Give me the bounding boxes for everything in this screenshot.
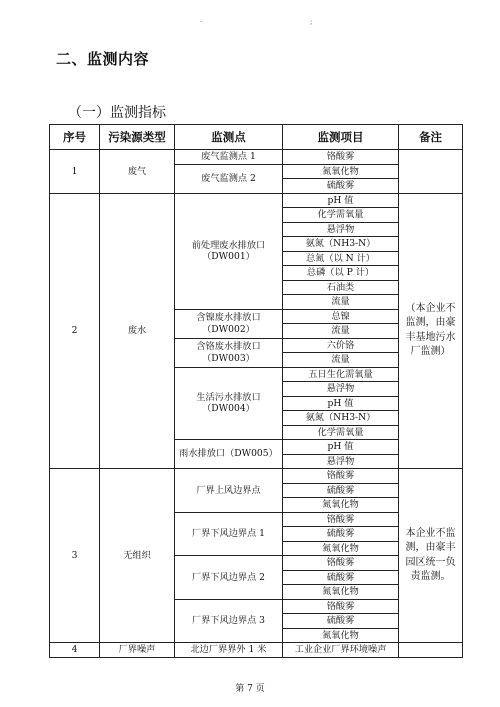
row-no: 3 <box>50 469 100 643</box>
monitoring-point: 雨水排放口（DW005） <box>175 440 283 469</box>
monitoring-item: 流量 <box>283 295 399 310</box>
note-cell <box>399 643 463 658</box>
table-row <box>50 193 463 208</box>
monitoring-item: 氮氧化物 <box>283 628 399 643</box>
monitoring-point: 废气监测点 2 <box>175 164 283 193</box>
monitoring-item: 硫酸雾 <box>283 179 399 194</box>
monitoring-item: 悬浮物 <box>283 454 399 469</box>
monitoring-point: 厂界下风边界点 1 <box>175 512 283 556</box>
monitoring-item: 悬浮物 <box>283 382 399 397</box>
monitoring-point: 含镍废水排放口（DW002） <box>175 309 283 338</box>
table-row <box>50 469 463 484</box>
monitoring-point: 生活污水排放口（DW004） <box>175 367 283 440</box>
monitoring-item: pH 值 <box>283 396 399 411</box>
monitoring-item: 硫酸雾 <box>283 527 399 542</box>
source-type: 废气 <box>100 150 175 194</box>
table-row <box>50 643 463 658</box>
header-note: 备注 <box>399 125 463 150</box>
monitoring-item: 六价铬 <box>283 338 399 353</box>
monitoring-item: 氨氮（NH3-N） <box>283 237 399 252</box>
monitoring-item: 铬酸雾 <box>283 469 399 484</box>
note-cell <box>399 150 463 194</box>
monitoring-item: 铬酸雾 <box>283 150 399 165</box>
monitoring-item: 硫酸雾 <box>283 483 399 498</box>
monitoring-item: 流量 <box>283 353 399 368</box>
monitoring-item: 铬酸雾 <box>283 556 399 571</box>
source-type: 厂界噪声 <box>100 643 175 658</box>
source-type: 废水 <box>100 193 175 469</box>
monitoring-item: 氨氮（NH3-N） <box>283 411 399 426</box>
source-type: 无组织 <box>100 469 175 643</box>
monitoring-item: pH 值 <box>283 440 399 455</box>
monitoring-item: 工业企业厂界环境噪声 <box>283 643 399 658</box>
monitoring-item: 氮氧化物 <box>283 585 399 600</box>
monitoring-item: 悬浮物 <box>283 222 399 237</box>
monitoring-table <box>49 124 463 658</box>
header-point: 监测点 <box>175 125 283 150</box>
monitoring-point: 前处理废水排放口（DW001） <box>175 193 283 309</box>
row-no: 1 <box>50 150 100 194</box>
header-no: 序号 <box>50 125 100 150</box>
monitoring-item: 氮氧化物 <box>283 541 399 556</box>
monitoring-point: 废气监测点 1 <box>175 150 283 165</box>
monitoring-item: 氮氧化物 <box>283 164 399 179</box>
monitoring-item: 化学需氧量 <box>283 425 399 440</box>
monitoring-item: 流量 <box>283 324 399 339</box>
monitoring-item: 五日生化需氧量 <box>283 367 399 382</box>
monitoring-item: 总氮（以 N 计） <box>283 251 399 266</box>
monitoring-point: 厂界上风边界点 <box>175 469 283 513</box>
header-type: 污染源类型 <box>100 125 175 150</box>
monitoring-item: 石油类 <box>283 280 399 295</box>
monitoring-item: 硫酸雾 <box>283 614 399 629</box>
scan-mark: ; <box>310 18 313 26</box>
page-number: 第 7 页 <box>235 684 265 694</box>
row-no: 4 <box>50 643 100 658</box>
scan-mark: · <box>200 18 203 26</box>
monitoring-item: 化学需氧量 <box>283 208 399 223</box>
row-no: 2 <box>50 193 100 469</box>
monitoring-point: 含铬废水排放口（DW003） <box>175 338 283 367</box>
table-header <box>50 125 463 150</box>
monitoring-item: 氮氧化物 <box>283 498 399 513</box>
monitoring-point: 北边厂界界外 1 米 <box>175 643 283 658</box>
header-item: 监测项目 <box>283 125 399 150</box>
monitoring-item: pH 值 <box>283 193 399 208</box>
monitoring-item: 铬酸雾 <box>283 512 399 527</box>
monitoring-item: 总磷（以 P 计） <box>283 266 399 281</box>
note-cell: 本企业不监测，由豪丰园区统一负责监测。 <box>399 469 463 643</box>
section-title: 二、监测内容 <box>56 50 150 68</box>
monitoring-item: 铬酸雾 <box>283 599 399 614</box>
table-row <box>50 150 463 165</box>
note-cell: （本企业不监测，由豪丰基地污水厂监测） <box>399 193 463 469</box>
monitoring-item: 硫酸雾 <box>283 570 399 585</box>
subsection-title: （一）监测指标 <box>68 105 166 121</box>
monitoring-point: 厂界下风边界点 3 <box>175 599 283 643</box>
monitoring-item: 总镍 <box>283 309 399 324</box>
monitoring-point: 厂界下风边界点 2 <box>175 556 283 600</box>
